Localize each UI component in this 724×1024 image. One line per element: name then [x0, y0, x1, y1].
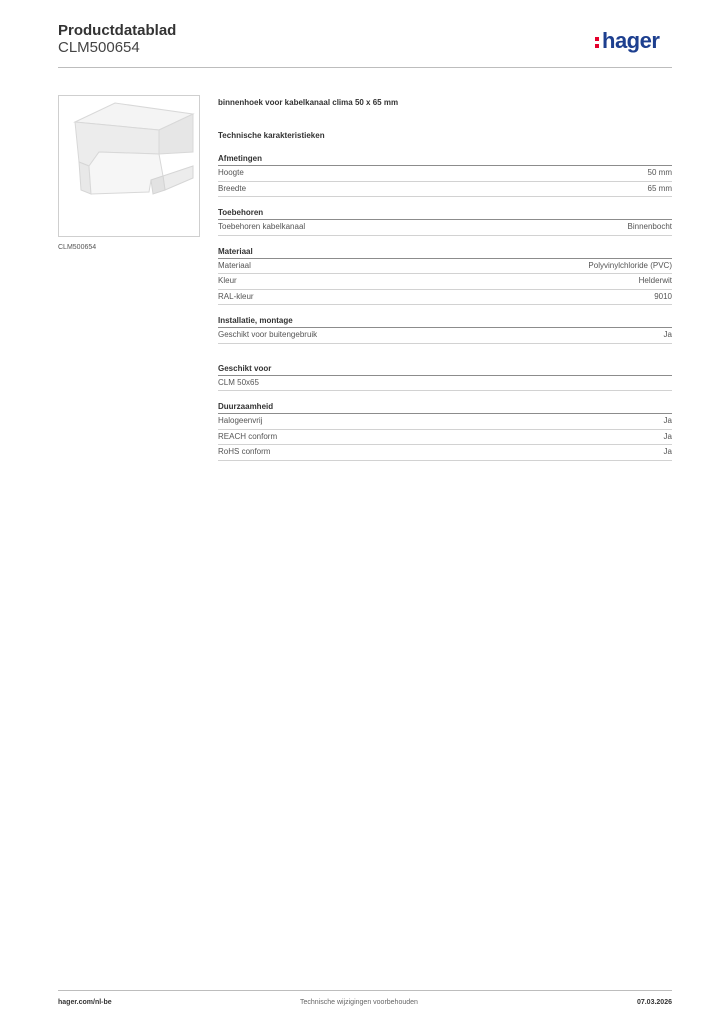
spec-row — [218, 220, 672, 236]
section-installatie — [218, 315, 672, 344]
section-heading: Toebehoren — [218, 207, 672, 220]
spec-value: Ja — [663, 431, 672, 441]
section-heading: Afmetingen — [218, 153, 672, 166]
footer-website-link[interactable]: hager.com/nl-be — [58, 999, 112, 1006]
spec-label: Geschikt voor buitengebruik — [218, 330, 318, 339]
technical-heading: Technische karakteristieken — [218, 131, 325, 140]
spec-label: RAL-kleur — [218, 291, 254, 301]
product-image — [58, 95, 200, 237]
spec-row — [218, 328, 672, 344]
section-heading: Materiaal — [218, 246, 672, 259]
footer-date: 07.03.2026 — [636, 999, 672, 1006]
product-description: binnenhoek voor kabelkanaal clima 50 x 65 mm — [218, 98, 399, 107]
spec-label: Materiaal — [218, 260, 251, 270]
spec-value: Ja — [663, 330, 672, 339]
spec-value: Binnenbocht — [627, 222, 672, 231]
section-heading: Installatie, montage — [218, 315, 672, 328]
spec-row — [218, 376, 672, 392]
section-duurzaamheid — [218, 401, 672, 461]
spec-row — [218, 274, 672, 290]
spec-label: CLM 50x65 — [218, 377, 259, 387]
logo-dots-icon — [594, 32, 601, 48]
spec-value: Polyvinylchloride (PVC) — [588, 260, 672, 270]
spec-row — [218, 166, 672, 182]
logo-text: hager — [602, 28, 660, 53]
spec-content — [218, 96, 672, 461]
spec-row — [218, 430, 672, 446]
spec-value: Helderwit — [638, 276, 672, 285]
image-caption: CLM500654 — [58, 244, 97, 251]
spec-label: Kleur — [218, 276, 237, 285]
header-divider — [58, 67, 672, 68]
product-code: CLM500654 — [58, 39, 140, 56]
spec-value: Ja — [663, 447, 672, 456]
spec-row — [218, 182, 672, 198]
section-heading: Duurzaamheid — [218, 401, 672, 414]
spec-value: 50 mm — [647, 168, 672, 177]
spec-value: 65 mm — [647, 183, 672, 193]
hager-logo — [594, 28, 659, 54]
spec-row — [218, 259, 672, 275]
spec-label: RoHS conform — [218, 447, 271, 456]
document-title: Productdatablad — [58, 22, 177, 39]
spec-label: Breedte — [218, 183, 247, 193]
section-toebehoren — [218, 207, 672, 236]
section-heading: Geschikt voor — [218, 363, 672, 376]
section-afmetingen — [218, 153, 672, 197]
section-geschikt-voor — [218, 363, 672, 392]
spec-row — [218, 445, 672, 461]
footer-notice: Technische wijzigingen voorbehouden — [300, 999, 418, 1006]
spec-label: Toebehoren kabelkanaal — [218, 222, 306, 231]
section-materiaal — [218, 246, 672, 306]
spec-row — [218, 290, 672, 306]
spec-value: 9010 — [654, 291, 672, 301]
inner-corner-product-icon — [59, 96, 199, 236]
spec-label: REACH conform — [218, 431, 278, 441]
spec-label: Halogeenvrij — [218, 416, 263, 425]
spec-row — [218, 414, 672, 430]
spec-label: Hoogte — [218, 168, 244, 177]
footer-divider — [58, 990, 672, 991]
spec-value: Ja — [663, 416, 672, 425]
